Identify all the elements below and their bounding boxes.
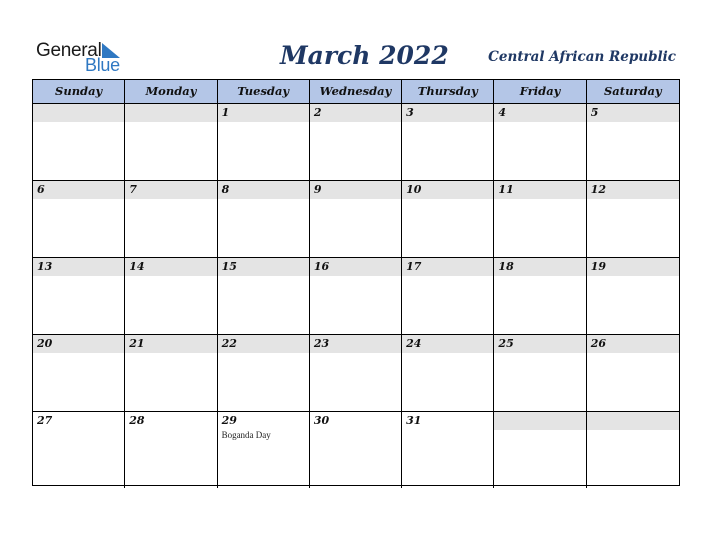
day-number: 12: [587, 181, 679, 199]
calendar-grid: [32, 79, 680, 486]
weekday-header: Friday: [494, 80, 586, 103]
day-number: 16: [310, 258, 401, 276]
day-number: 8: [218, 181, 309, 199]
day-number: 28: [125, 412, 216, 430]
day-number: [494, 412, 585, 430]
day-cell: [310, 412, 402, 488]
day-number: 9: [310, 181, 401, 199]
logo-word-general: General: [36, 40, 102, 61]
day-number: 6: [33, 181, 124, 199]
day-cell: [494, 104, 586, 180]
day-number: 4: [494, 104, 585, 122]
day-cell: [33, 335, 125, 411]
day-cell: [218, 258, 310, 334]
day-number: 25: [494, 335, 585, 353]
logo-word-blue: Blue: [85, 55, 120, 75]
day-number: 19: [587, 258, 679, 276]
day-cell: [218, 335, 310, 411]
day-number: 11: [494, 181, 585, 199]
day-cell: [402, 258, 494, 334]
calendar-title: March 2022: [280, 41, 449, 70]
day-cell: [125, 335, 217, 411]
day-number: 20: [33, 335, 124, 353]
weekday-header: Monday: [125, 80, 217, 103]
day-number: 7: [125, 181, 216, 199]
day-number: 14: [125, 258, 216, 276]
day-number: 3: [402, 104, 493, 122]
country-name: Central African Republic: [488, 49, 676, 65]
day-cell: [402, 412, 494, 488]
day-cell: [310, 181, 402, 257]
day-cell: [587, 104, 679, 180]
day-number: 24: [402, 335, 493, 353]
day-cell: [310, 104, 402, 180]
day-cell: [33, 181, 125, 257]
day-number: 22: [218, 335, 309, 353]
day-number: 17: [402, 258, 493, 276]
day-number: [125, 104, 216, 122]
empty-day-cell: [587, 412, 679, 488]
day-cell: [494, 258, 586, 334]
day-cell: [402, 104, 494, 180]
week-row: [33, 258, 679, 335]
weekday-header: Tuesday: [218, 80, 310, 103]
day-cell: [125, 412, 217, 488]
day-number: 26: [587, 335, 679, 353]
day-number: 13: [33, 258, 124, 276]
week-row: [33, 412, 679, 488]
empty-day-cell: [33, 104, 125, 180]
day-cell: [402, 335, 494, 411]
day-cell: [587, 258, 679, 334]
day-number: 29: [218, 412, 309, 430]
weekday-header-row: [33, 80, 679, 104]
day-cell: [310, 335, 402, 411]
day-cell: [494, 335, 586, 411]
day-number: [587, 412, 679, 430]
day-number: 30: [310, 412, 401, 430]
day-number: 10: [402, 181, 493, 199]
day-cell: [33, 412, 125, 488]
week-row: [33, 104, 679, 181]
day-number: 1: [218, 104, 309, 122]
day-number: 31: [402, 412, 493, 430]
day-number: 23: [310, 335, 401, 353]
weekday-header: Thursday: [402, 80, 494, 103]
day-number: 2: [310, 104, 401, 122]
empty-day-cell: [125, 104, 217, 180]
day-cell: [218, 181, 310, 257]
day-cell: [402, 181, 494, 257]
day-number: 27: [33, 412, 124, 430]
day-number: 18: [494, 258, 585, 276]
weekday-header: Wednesday: [310, 80, 402, 103]
day-cell: [587, 181, 679, 257]
day-number: 5: [587, 104, 679, 122]
day-cell: [125, 258, 217, 334]
weeks-container: [33, 104, 679, 488]
holiday-label: Boganda Day: [221, 430, 271, 440]
day-cell: [310, 258, 402, 334]
day-cell: [587, 335, 679, 411]
day-number: 21: [125, 335, 216, 353]
empty-day-cell: [494, 412, 586, 488]
generalblue-logo: [36, 40, 136, 74]
day-cell: [494, 181, 586, 257]
weekday-header: Sunday: [33, 80, 125, 103]
day-cell: [218, 412, 310, 488]
day-cell: [33, 258, 125, 334]
day-number: 15: [218, 258, 309, 276]
day-number: [33, 104, 124, 122]
weekday-header: Saturday: [604, 84, 662, 98]
week-row: [33, 335, 679, 412]
day-cell: [125, 181, 217, 257]
week-row: [33, 181, 679, 258]
day-cell: [218, 104, 310, 180]
